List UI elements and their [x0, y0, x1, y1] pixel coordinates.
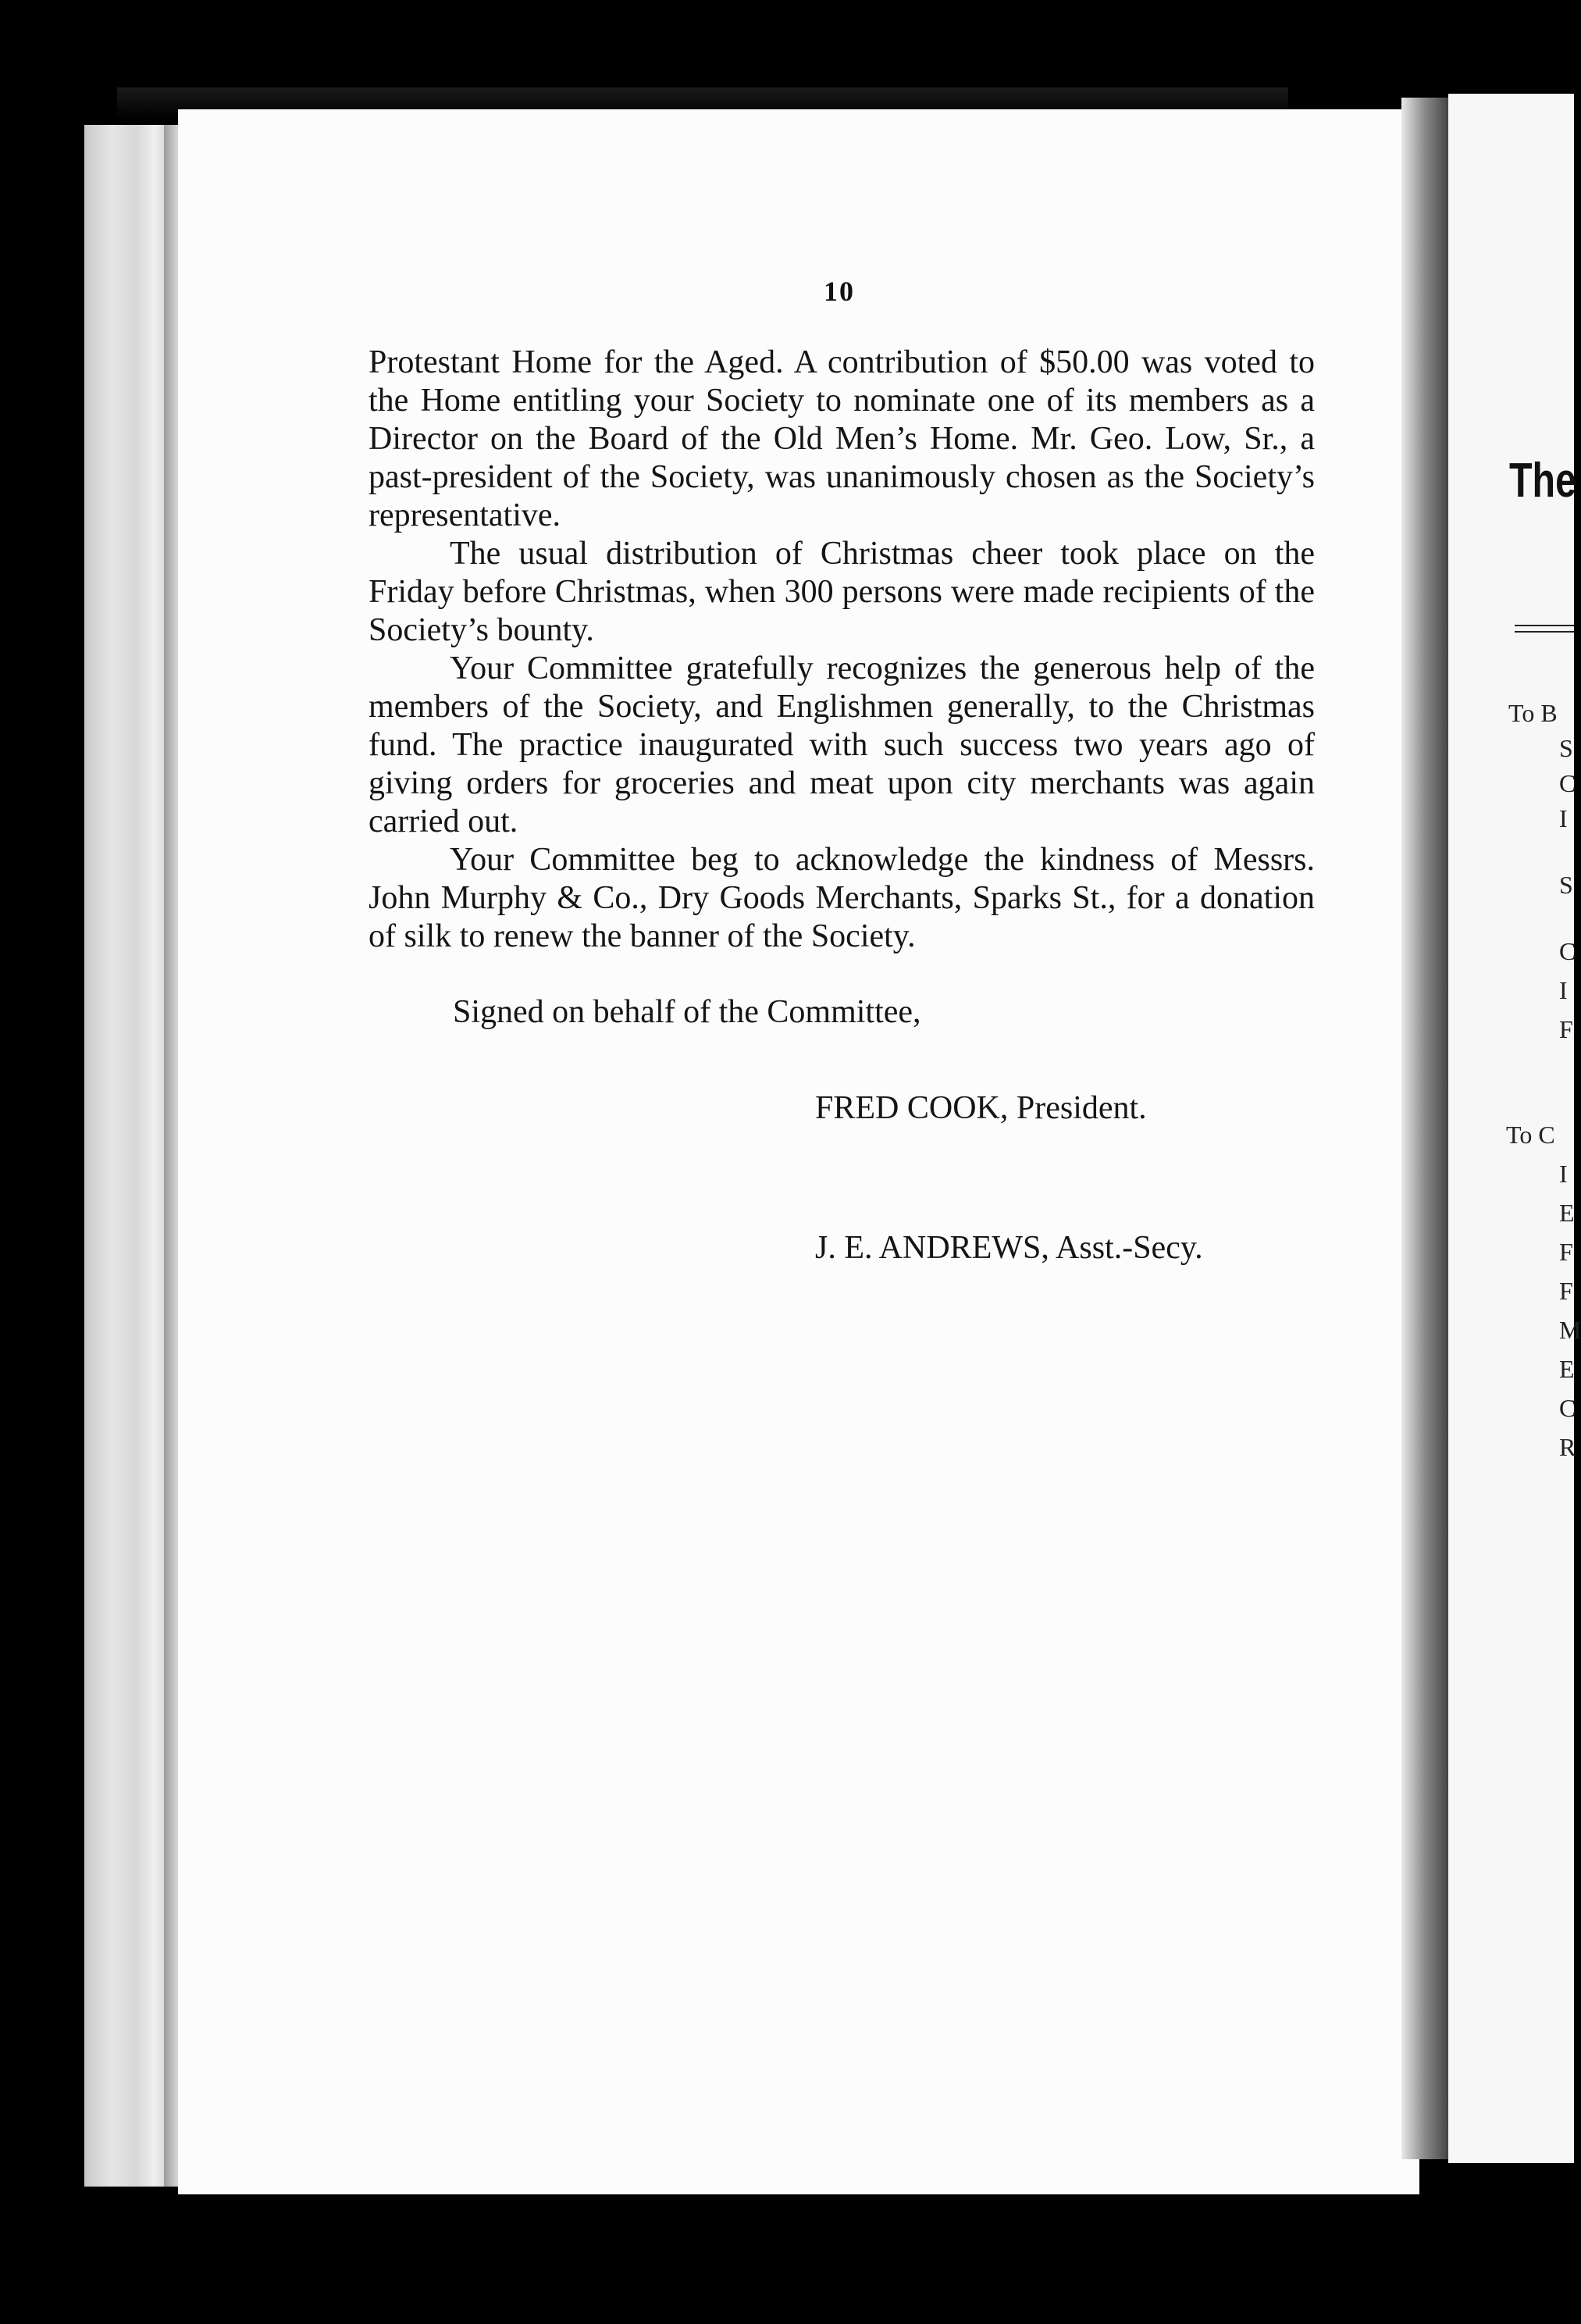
page-fold-shadow	[1401, 98, 1452, 2159]
signature-president: FRED COOK, President.	[815, 1090, 1147, 1126]
right-page-line: I	[1559, 804, 1568, 832]
right-page-line: S	[1559, 734, 1573, 762]
right-page-line: E	[1559, 1199, 1575, 1227]
page-number: 10	[824, 276, 855, 307]
right-page-line: I	[1559, 976, 1568, 1004]
paragraph-1: Protestant Home for the Aged. A contribution of $50.00 was voted to the Home entitling your Society to nominate one of its members as a Director on the Board of the Old Men’s Home. Mr. Geo. Low, Sr., a past-president of the Society, was unanimously chosen as the Society’s representative.	[369, 344, 1315, 533]
right-page-line: I	[1559, 1160, 1568, 1188]
signature-secretary: J. E. ANDREWS, Asst.-Secy.	[815, 1230, 1203, 1266]
right-page-line: E	[1559, 1355, 1575, 1383]
right-page-line: C	[1559, 937, 1576, 965]
body-text	[369, 344, 1315, 956]
right-page-line: C	[1559, 1394, 1576, 1422]
right-page-line: To C	[1506, 1121, 1555, 1149]
right-page-line: S	[1559, 871, 1573, 899]
right-page-line: R	[1559, 1433, 1576, 1461]
paragraph-4: Your Committee beg to acknowledge the kindness of Messrs. John Murphy & Co., Dry Goods Merchants, Sparks St., for a donation of silk to renew the banner of the Society.	[369, 842, 1315, 954]
right-page-heading: The	[1509, 454, 1576, 508]
right-page-line: F	[1559, 1238, 1573, 1266]
right-page-line: C	[1559, 769, 1576, 797]
paragraph-3: Your Committee gratefully recognizes the generous help of the members of the Society, and Englishmen generally, to the Christmas fund. The practice inaugurated with such success two years ago of giving orders for groceries and meat upon city merchants was again carried out.	[369, 651, 1315, 839]
right-page-line: F	[1559, 1277, 1573, 1305]
right-page-rule	[1515, 625, 1574, 633]
page-gutter	[164, 125, 178, 2187]
right-page-line: To B	[1508, 699, 1558, 727]
right-page-line: F	[1559, 1015, 1573, 1043]
paragraph-2: The usual distribution of Christmas cheer took place on the Friday before Christmas, when 300 persons were made recipients of the Society’s bounty.	[369, 536, 1315, 648]
signoff-line: Signed on behalf of the Committee,	[453, 994, 921, 1030]
right-page-line: M	[1559, 1316, 1581, 1344]
